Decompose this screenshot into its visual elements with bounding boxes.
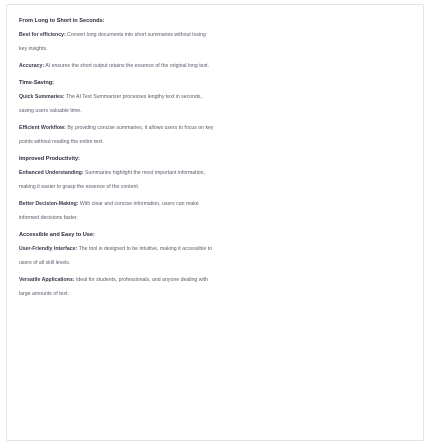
item-term: Efficient Workflow: xyxy=(19,125,66,131)
section-heading: From Long to Short in Seconds: xyxy=(19,18,105,24)
item-line: Better Decision-Making: With clear and concise information, users can make xyxy=(19,201,199,207)
item-line: Enhanced Understanding: Summaries highlight the most important information, xyxy=(19,170,205,176)
section-heading: Time-Saving: xyxy=(19,80,55,86)
item-line: Quick Summaries: The AI Text Summarizer processes lengthy text in seconds, xyxy=(19,94,202,100)
item-line: informed decisions faster. xyxy=(19,215,78,221)
section-heading: Accessible and Easy to Use: xyxy=(19,232,95,238)
item-line: Best for efficiency: Convert long documents into short summaries without losing xyxy=(19,32,206,38)
item-term: Quick Summaries: xyxy=(19,94,65,100)
item-line: User-Friendly Interface: The tool is designed to be intuitive, making it accessible to xyxy=(19,246,213,252)
item-term: User-Friendly Interface: xyxy=(19,246,78,252)
section-heading: Improved Productivity: xyxy=(19,156,80,162)
item-term: Best for efficiency: xyxy=(19,32,66,38)
item-term: Enhanced Understanding: xyxy=(19,170,84,176)
item-line: making it easier to grasp the essence of the content. xyxy=(19,184,140,190)
item-term: Accuracy: xyxy=(19,63,45,69)
item-line: Versatile Applications: Ideal for students, professionals, and anyone dealing with xyxy=(19,277,208,283)
item-line: Accuracy: AI ensures the short output retains the essence of the original long text. xyxy=(19,63,210,69)
item-line: points without reading the entire text. xyxy=(19,139,104,145)
item-line: Efficient Workflow: By providing concise summaries, it allows users to focus on key xyxy=(19,125,214,131)
item-term: Better Decision-Making: xyxy=(19,201,79,207)
item-line: users of all skill levels. xyxy=(19,260,71,266)
content-card xyxy=(6,4,424,441)
item-line: large amounts of text. xyxy=(19,291,69,297)
item-term: Versatile Applications: xyxy=(19,277,75,283)
item-line: key insights. xyxy=(19,46,48,52)
item-line: saving users valuable time. xyxy=(19,108,82,114)
